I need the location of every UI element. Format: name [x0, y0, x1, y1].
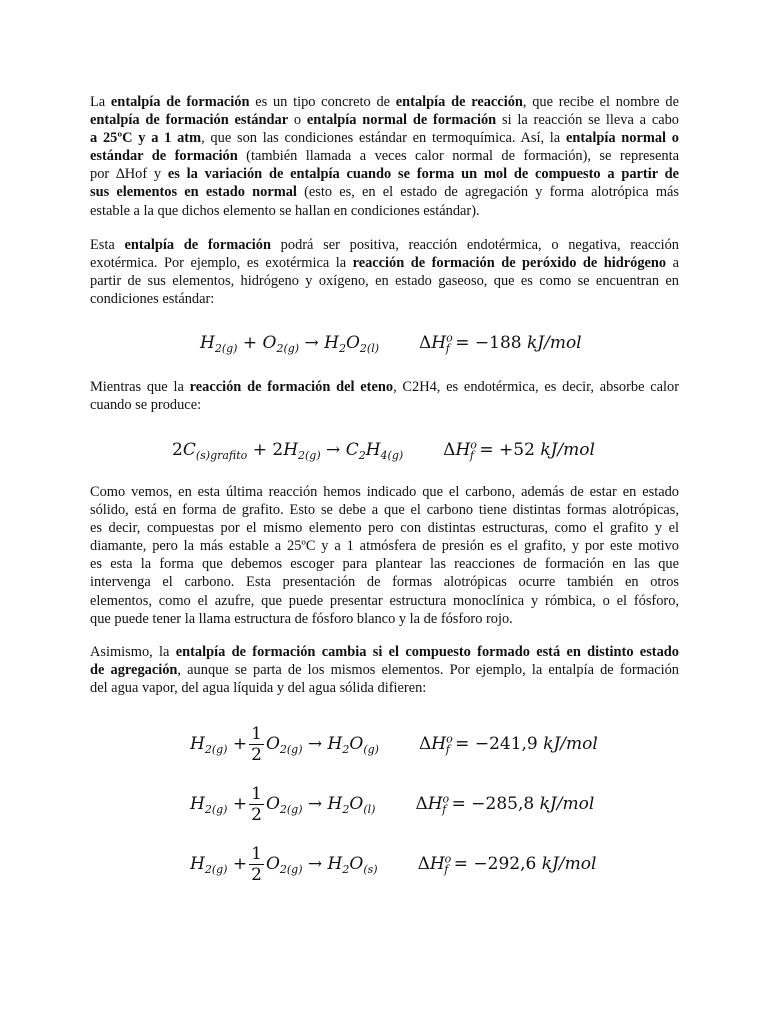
- paragraph-line: [90, 93, 679, 111]
- paragraph-line: [90, 610, 679, 628]
- paragraph-3: [90, 378, 679, 414]
- text-run: es un tipo concreto de: [249, 94, 396, 110]
- paragraph-line: [90, 290, 679, 308]
- text-run: estable a la que dichos elemento se hallan en condiciones estándar).: [90, 202, 480, 219]
- equation-enthalpy: $\Delta H^o_f = -285,8$ kJ/mol: [415, 792, 595, 816]
- text-run: Asimismo, la: [90, 644, 176, 660]
- equation-water-solid: [190, 844, 596, 885]
- bold-text: sus elementos en estado normal: [90, 184, 297, 201]
- equation-enthalpy: $\Delta H^o_f = -292,6$ kJ/mol: [417, 852, 597, 876]
- paragraph-line: [90, 519, 679, 537]
- bold-text: entalpía de reacción: [395, 94, 523, 110]
- text-run: por ∆Hof y: [90, 166, 168, 183]
- text-run: La: [90, 94, 111, 110]
- text-run: sólido, está en forma de grafito. Esto se debe a que el carbono tiene distintas formas alotrópicas,: [90, 502, 679, 519]
- bold-text: de agregación: [90, 662, 178, 679]
- bold-text: entalpía normal o: [565, 130, 680, 147]
- text-run: Mientras que la: [90, 379, 190, 395]
- equation-enthalpy: $\Delta H^o_f = -188$ kJ/mol: [419, 331, 582, 355]
- text-run: exotérmica. Por ejemplo, es exotérmica la: [90, 255, 353, 272]
- equation-enthalpy: $\Delta H^o_f = +52$ kJ/mol: [443, 438, 595, 462]
- bold-text: es la variación de entalpía cuando se forma un mol de compuesto a partir de: [167, 166, 679, 183]
- bold-text: entalpía de formación: [110, 94, 250, 110]
- text-run: es esta la forma que debemos escoger para plantear las reacciones de formación en las que: [90, 556, 679, 573]
- text-run: diamante, pero la más estable a 25ºC y a 1 atmósfera de presión es el grafito, y por este motivo: [90, 538, 679, 555]
- equation-enthalpy: $\Delta H^o_f = -241,9$ kJ/mol: [418, 732, 598, 756]
- paragraph-line: [90, 643, 679, 661]
- paragraph-line: [90, 537, 679, 555]
- paragraph-line: [90, 111, 679, 129]
- text-run: condiciones estándar:: [90, 291, 215, 308]
- text-run: , que recibe el nombre de: [522, 94, 679, 110]
- paragraph-line: [90, 501, 679, 519]
- paragraph-line: [90, 202, 679, 220]
- paragraph-line: [90, 661, 679, 679]
- paragraph-line: [90, 378, 679, 396]
- paragraph-line: [90, 236, 679, 254]
- paragraph-5: [90, 643, 679, 697]
- paragraph-line: [90, 254, 679, 272]
- text-run: intervenga el carbono. Esta presentación de formas alotrópicas ocurre también en otros: [90, 574, 679, 591]
- text-run: a: [666, 255, 679, 272]
- paragraph-line: [90, 555, 679, 573]
- bold-text: a 25ºC y a 1 atm: [90, 130, 202, 147]
- paragraph-line: [90, 147, 679, 165]
- equation-lhs: $2C_{(s)grafito} + 2H_{2(g)} \to C_2H_{4(g)}$: [172, 439, 404, 462]
- text-run: elementos, como el azufre, que puede presentar estructura monoclínica y rómbica, o el fósforo,: [90, 592, 679, 609]
- text-run: (esto es, en el estado de agregación y forma alotrópica más: [296, 184, 679, 201]
- text-run: , que son las condiciones estándar en termoquímica. Así, la: [201, 130, 566, 147]
- bold-text: entalpía de formación estándar: [90, 112, 289, 129]
- paragraph-line: [90, 272, 679, 290]
- text-run: podrá ser positiva, reacción endotérmica, o negativa, reacción: [270, 237, 679, 253]
- text-run: o: [288, 112, 307, 129]
- bold-text: estándar de formación: [90, 148, 238, 165]
- bold-text: entalpía de formación cambia si el compuesto formado está en distinto estado: [175, 644, 679, 660]
- text-run: , aunque se parta de los mismos elementos. Por ejemplo, la entalpía de formación: [177, 662, 679, 679]
- bold-text: reacción de formación del eteno: [189, 379, 394, 395]
- paragraph-line: [90, 165, 679, 183]
- text-run: del agua vapor, del agua líquida y del agua sólida difieren:: [90, 680, 427, 697]
- paragraph-line: [90, 129, 679, 147]
- text-run: es decir, compuestas por el mismo elemento pero con distintas estructuras, como el grafito y el: [90, 520, 679, 537]
- text-run: Esta: [90, 237, 125, 253]
- text-run: que puede tener la llama estructura de fósforo blanco y la de fósforo rojo.: [90, 610, 513, 627]
- paragraph-2: [90, 236, 679, 308]
- bold-text: entalpía de formación: [124, 237, 271, 253]
- paragraph-line: [90, 396, 679, 414]
- text-run: cuando se produce:: [90, 397, 202, 414]
- bold-text: entalpía normal de formación: [306, 112, 497, 129]
- text-run: (también llamada a veces calor normal de formación), se representa: [237, 148, 679, 165]
- paragraph-4: [90, 483, 679, 628]
- paragraph-line: [90, 483, 679, 501]
- equation-hydrogen-peroxide: [200, 331, 582, 355]
- text-run: si la reacción se lleva a cabo: [496, 112, 680, 129]
- equation-lhs: $H_{2(g)} + O_{2(g)} \to H_2O_{2(l)}$: [200, 332, 380, 355]
- equation-ethene: [172, 438, 595, 462]
- equation-water-vapor: [190, 724, 598, 765]
- bold-text: reacción de formación de peróxido de hidrógeno: [352, 255, 667, 272]
- equation-lhs: $H_{2(g)}$ + $\frac{1}{2}$ $O_{2(g)} \to H_2O_{(g)}$: [190, 724, 379, 765]
- text-run: partir de sus elementos, hidrógeno y oxígeno, en estado gaseoso, que es como se encuentran en: [90, 273, 679, 290]
- text-run: , C2H4, es endotérmica, es decir, absorbe calor: [393, 379, 679, 395]
- paragraph-line: [90, 183, 679, 201]
- equation-lhs: $H_{2(g)}$ + $\frac{1}{2}$ $O_{2(g)} \to H_2O_{(l)}$: [190, 784, 376, 825]
- paragraph-line: [90, 679, 679, 697]
- paragraph-line: [90, 573, 679, 591]
- paragraph-1: [90, 93, 679, 220]
- equation-lhs: $H_{2(g)}$ + $\frac{1}{2}$ $O_{2(g)} \to H_2O_{(s)}$: [190, 844, 378, 885]
- equation-water-liquid: [190, 784, 594, 825]
- paragraph-line: [90, 592, 679, 610]
- text-run: Como vemos, en esta última reacción hemos indicado que el carbono, además de estar en estado: [90, 484, 679, 500]
